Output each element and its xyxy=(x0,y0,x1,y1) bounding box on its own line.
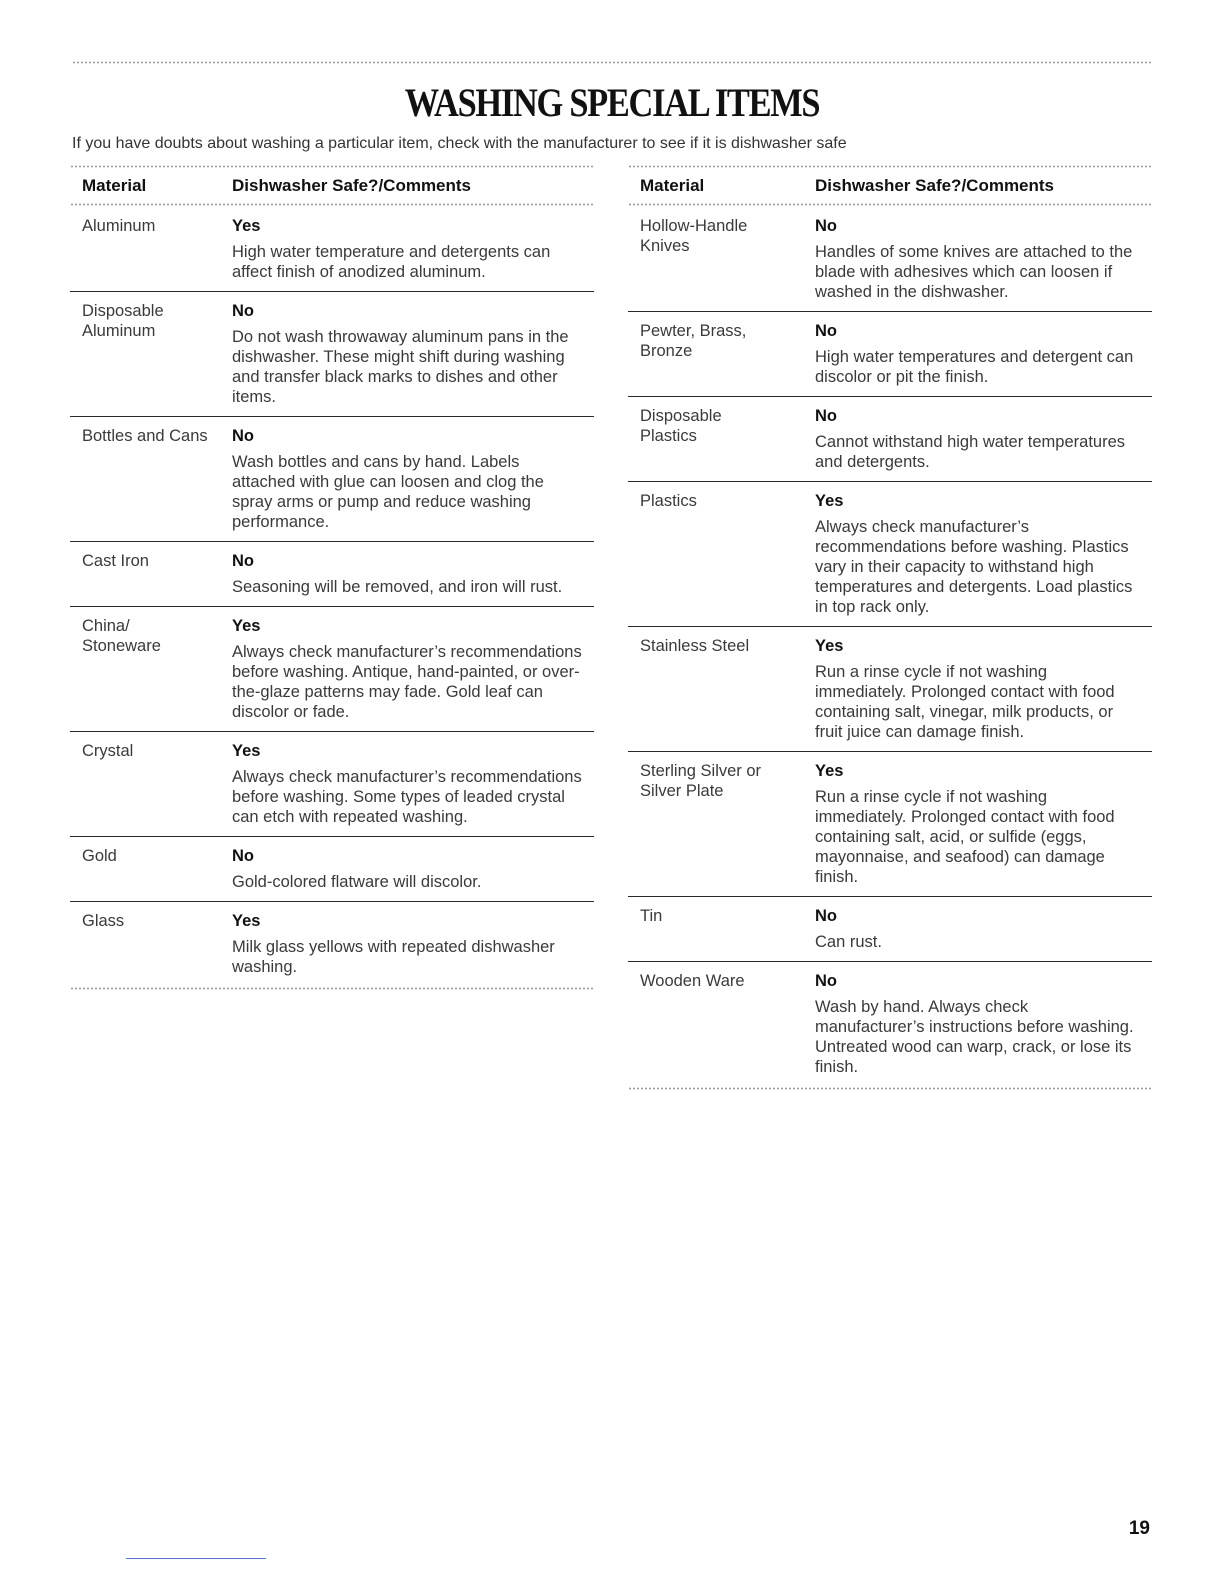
answer-cell xyxy=(232,216,594,282)
comment-text: Handles of some knives are attached to the blade with adhesives which can loosen if washed in the dishwasher. xyxy=(815,243,1133,301)
table-row xyxy=(628,752,1152,897)
table-row xyxy=(628,627,1152,752)
answer-cell xyxy=(815,906,1152,952)
dishwasher-safe-value: Yes xyxy=(232,617,261,635)
dishwasher-safe-value: No xyxy=(815,322,837,340)
dishwasher-safe-value: No xyxy=(232,302,254,320)
comment-text: Do not wash throwaway aluminum pans in the dishwasher. These might shift during washing and transfer black marks to dishes and other items. xyxy=(232,328,569,406)
material-cell: Plastics xyxy=(640,492,697,510)
header-material: Material xyxy=(82,175,147,195)
answer-cell xyxy=(815,491,1152,617)
table-header xyxy=(628,169,1152,202)
table-row xyxy=(628,397,1152,482)
comment-text: Always check manufacturer’s recommendations before washing. Some types of leaded crystal can etch with repeated washing. xyxy=(232,768,582,826)
left-table xyxy=(70,164,594,991)
table-row xyxy=(628,482,1152,627)
comment-text: Gold-colored flatware will discolor. xyxy=(232,873,482,891)
material-cell: Cast Iron xyxy=(82,552,149,570)
dishwasher-safe-value: Yes xyxy=(232,912,261,930)
comment-text: Always check manufacturer’s recommendations before washing. Plastics vary in their capacity to withstand high temperatures and detergents. Load plastics in top rack only. xyxy=(815,518,1133,616)
material-cell: Sterling Silver or Silver Plate xyxy=(640,762,762,800)
material-cell: Glass xyxy=(82,912,125,930)
material-cell: Crystal xyxy=(82,742,134,760)
table-row xyxy=(70,902,594,986)
dishwasher-safe-value: Yes xyxy=(815,637,844,655)
material-cell: Bottles and Cans xyxy=(82,427,208,445)
table-row xyxy=(70,607,594,732)
material-cell: Gold xyxy=(82,847,117,865)
material-cell: Wooden Ware xyxy=(640,972,745,990)
comment-text: Seasoning will be removed, and iron will rust. xyxy=(232,578,563,596)
intro-text: If you have doubts about washing a particular item, check with the manufacturer to see if it is dishwasher safe xyxy=(72,135,847,152)
top-dotted-rule xyxy=(72,60,1152,65)
footer-link-line xyxy=(126,1558,266,1559)
material-cell: Tin xyxy=(640,907,663,925)
comment-text: High water temperatures and detergent can discolor or pit the finish. xyxy=(815,348,1134,386)
answer-cell xyxy=(232,741,594,827)
header-bottom-rule xyxy=(70,202,594,207)
dishwasher-safe-value: Yes xyxy=(815,762,844,780)
table-bottom-rule xyxy=(70,986,594,991)
table-row xyxy=(70,207,594,292)
dishwasher-safe-value: Yes xyxy=(815,492,844,510)
comment-text: Cannot withstand high water temperatures and detergents. xyxy=(815,433,1126,471)
answer-cell xyxy=(232,551,594,597)
material-cell: Aluminum xyxy=(82,217,156,235)
table-header xyxy=(70,169,594,202)
header-safe-comments: Dishwasher Safe?/Comments xyxy=(815,175,1055,195)
material-cell: Disposable Aluminum xyxy=(82,302,164,340)
answer-cell xyxy=(232,911,594,977)
dishwasher-safe-value: No xyxy=(815,907,837,925)
dishwasher-safe-value: No xyxy=(232,427,254,445)
material-cell: Pewter, Brass, Bronze xyxy=(640,322,747,360)
table-bottom-rule xyxy=(628,1086,1152,1091)
dishwasher-safe-value: No xyxy=(815,407,837,425)
table-row xyxy=(70,732,594,837)
table-row xyxy=(628,897,1152,962)
comment-text: Always check manufacturer’s recommendations before washing. Antique, hand-painted, or over-the-glaze patterns may fade. Gold leaf can discolor or fade. xyxy=(232,643,582,721)
page-title: WASHING SPECIAL ITEMS xyxy=(404,80,820,125)
answer-cell xyxy=(232,426,594,532)
dishwasher-safe-value: No xyxy=(815,217,837,235)
answer-cell xyxy=(815,406,1152,472)
comment-text: Can rust. xyxy=(815,933,882,951)
answer-cell xyxy=(815,971,1152,1077)
comment-text: Wash by hand. Always check manufacturer’s instructions before washing. Untreated wood can warp, crack, or lose its finish. xyxy=(815,998,1134,1076)
left-rows xyxy=(70,207,594,986)
material-cell: Hollow-Handle Knives xyxy=(640,217,748,255)
table-row xyxy=(70,292,594,417)
table-row xyxy=(628,312,1152,397)
dishwasher-safe-value: Yes xyxy=(232,217,261,235)
table-row xyxy=(628,962,1152,1086)
header-safe-comments: Dishwasher Safe?/Comments xyxy=(232,175,472,195)
comment-text: Run a rinse cycle if not washing immediately. Prolonged contact with food containing salt, acid, or sulfide (eggs, mayonnaise, and seafood) can damage finish. xyxy=(815,788,1115,886)
right-table xyxy=(628,164,1152,1091)
dishwasher-safe-value: No xyxy=(815,972,837,990)
comment-text: Run a rinse cycle if not washing immediately. Prolonged contact with food containing salt, vinegar, milk products, or fruit juice can damage finish. xyxy=(815,663,1115,741)
comment-text: Milk glass yellows with repeated dishwasher washing. xyxy=(232,938,555,976)
answer-cell xyxy=(232,616,594,722)
table-top-rule xyxy=(70,164,594,169)
table-row xyxy=(70,837,594,902)
table-row xyxy=(628,207,1152,312)
table-top-rule xyxy=(628,164,1152,169)
answer-cell xyxy=(815,216,1152,302)
answer-cell xyxy=(815,321,1152,387)
material-cell: China/ Stoneware xyxy=(82,617,161,655)
right-rows xyxy=(628,207,1152,1086)
answer-cell xyxy=(232,846,594,892)
material-cell: Stainless Steel xyxy=(640,637,750,655)
comment-text: Wash bottles and cans by hand. Labels attached with glue can loosen and clog the spray arms or pump and reduce washing performance. xyxy=(232,453,544,531)
page-number: 19 xyxy=(1128,1518,1150,1539)
material-cell: Disposable Plastics xyxy=(640,407,722,445)
comment-text: High water temperature and detergents can affect finish of anodized aluminum. xyxy=(232,243,551,281)
table-row xyxy=(70,417,594,542)
dishwasher-safe-value: No xyxy=(232,552,254,570)
dishwasher-safe-value: No xyxy=(232,847,254,865)
answer-cell xyxy=(815,761,1152,887)
answer-cell xyxy=(815,636,1152,742)
table-row xyxy=(70,542,594,607)
answer-cell xyxy=(232,301,594,407)
dishwasher-safe-value: Yes xyxy=(232,742,261,760)
header-material: Material xyxy=(640,175,705,195)
header-bottom-rule xyxy=(628,202,1152,207)
